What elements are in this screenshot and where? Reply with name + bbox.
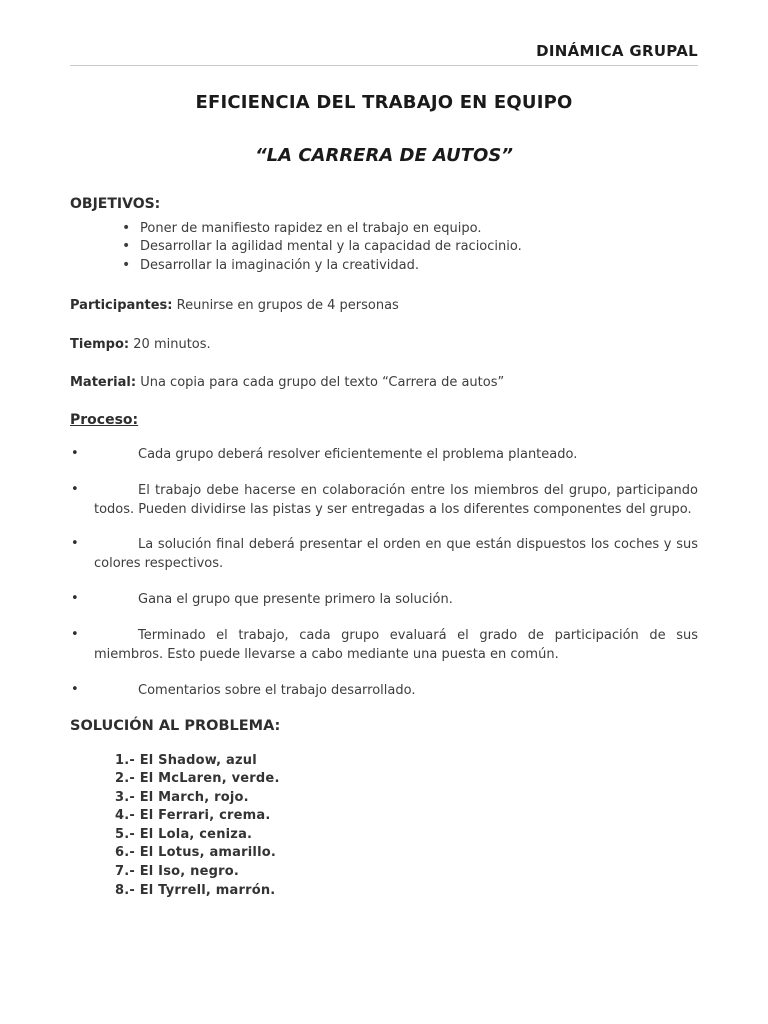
proceso-item-text: Terminado el trabajo, cada grupo evaluará el grado de participación de sus miembros. Esto puede llevarse a cabo mediante una puesta en común. [94,627,698,662]
proceso-item-text: La solución final deberá presentar el orden en que están dispuestos los coches y sus colores respectivos. [94,537,698,572]
page-header [70,42,698,65]
bullet-icon: • [71,536,79,552]
participantes-text: Reunirse en grupos de 4 personas [176,298,399,314]
tiempo-label: Tiempo: [70,336,130,352]
objetivo-item: • Poner de manifiesto rapidez en el trabajo en equipo. [120,220,698,238]
objetivo-item: • Desarrollar la agilidad mental y la capacidad de raciocinio. [120,238,698,256]
proceso-item [70,627,698,665]
proceso-item-text: Cada grupo deberá resolver eficientemente el problema planteado. [138,446,578,462]
objetivos-heading: OBJETIVOS: [70,196,161,212]
solucion-item: 1.- El Shadow, azul [115,752,257,768]
material-label: Material: [70,374,137,390]
proceso-item [70,482,698,520]
solucion-item: 7.- El Iso, negro. [115,863,239,879]
bullet-icon: • [71,591,79,607]
material-text: Una copia para cada grupo del texto “Carrera de autos” [140,374,505,390]
solucion-item: 5.- El Lola, ceniza. [115,826,253,842]
objetivo-item: • Desarrollar la imaginación y la creatividad. [120,257,698,275]
proceso-item [70,682,698,701]
solucion-item: 6.- El Lotus, amarillo. [115,845,276,861]
solucion-item: 2.- El McLaren, verde. [115,771,280,787]
solucion-heading: SOLUCIÓN AL PROBLEMA: [70,717,281,734]
tiempo-text: 20 minutos. [133,336,211,352]
proceso-item [70,591,698,610]
solucion-list [115,752,698,901]
solucion-item: 4.- El Ferrari, crema. [115,808,271,824]
proceso-item-text: Comentarios sobre el trabajo desarrollado. [138,682,416,698]
tiempo-line [70,336,698,354]
bullet-icon: • [71,445,79,461]
proceso-item-text: El trabajo debe hacerse en colaboración entre los miembros del grupo, participando todos. Pueden dividirse las pistas y ser entregadas a los diferentes componentes del grupo. [94,482,698,517]
document-title: EFICIENCIA DEL TRABAJO EN EQUIPO [195,92,573,113]
solucion-item: 8.- El Tyrrell, marrón. [115,882,276,898]
participantes-line [70,297,698,315]
header-title: DINÁMICA GRUPAL [536,42,698,60]
material-line [70,374,698,392]
objetivos-list [120,220,698,275]
solucion-item: 3.- El March, rojo. [115,789,249,805]
header-rule [70,65,698,66]
proceso-heading: Proceso: [70,411,139,428]
bullet-icon: • [71,626,79,642]
document-subtitle: “LA CARRERA DE AUTOS” [255,145,513,166]
bullet-icon: • [71,481,79,497]
proceso-item [70,446,698,465]
proceso-item-text: Gana el grupo que presente primero la solución. [138,592,453,608]
proceso-item [70,536,698,574]
bullet-icon: • [71,681,79,697]
participantes-label: Participantes: [70,298,173,314]
